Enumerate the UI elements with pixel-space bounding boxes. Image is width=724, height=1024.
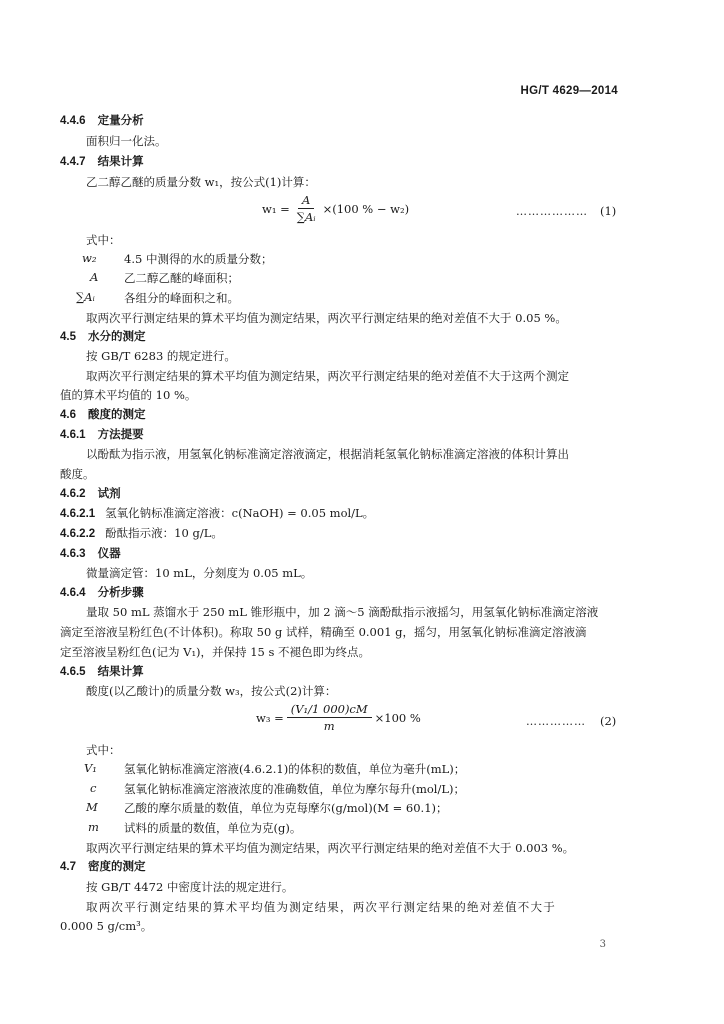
fraction-numerator: A: [298, 193, 314, 209]
section-number: 4.6.2.2: [60, 528, 96, 540]
paragraph-continued: 值的算术平均值的 10 %。: [60, 388, 197, 402]
paragraph: 取两次平行测定结果的算术平均值为测定结果，两次平行测定结果的绝对差值不大于: [86, 900, 556, 914]
paragraph: 取两次平行测定结果的算术平均值为测定结果，两次平行测定结果的绝对差值不大于 0.003 %。: [86, 841, 575, 855]
section-number: 4.4.6: [60, 115, 86, 127]
fraction-denominator: ∑Aᵢ: [296, 210, 316, 224]
section-number: 4.6.2: [60, 488, 86, 500]
section-4-6-2-1: [60, 505, 374, 522]
section-4-7-heading: [60, 858, 146, 875]
formula-fraction: [293, 193, 320, 224]
formula-rhs: ×(100 % − w₂): [322, 201, 410, 216]
formula-rhs: ×100 %: [374, 710, 421, 725]
paragraph: 按 GB/T 4472 中密度计法的规定进行。: [86, 880, 294, 894]
section-number: 4.6.2.1: [60, 508, 96, 520]
section-4-6-heading: [60, 406, 146, 423]
paragraph-continued: 定至溶液呈粉红色(记为 V₁)，并保持 15 s 不褪色即为终点。: [60, 645, 371, 659]
paragraph: 微量滴定管：10 mL，分刻度为 0.05 mL。: [86, 566, 313, 580]
section-title: 水分的测定: [88, 329, 146, 343]
formula-1-intro: 乙二醇乙醚的质量分数 w₁，按公式(1)计算：: [86, 175, 316, 189]
variable-symbol: c: [90, 781, 97, 795]
formula-2-intro: 酸度(以乙酸计)的质量分数 w₃，按公式(2)计算：: [86, 684, 337, 698]
section-4-6-3-heading: [60, 545, 121, 562]
section-4-6-2-heading: [60, 485, 121, 502]
paragraph: 量取 50 mL 蒸馏水于 250 mL 锥形瓶中，加 2 滴～5 滴酚酞指示液摇匀，用氢氧化钠标准滴定溶液: [86, 605, 599, 619]
variable-symbol: M: [86, 800, 98, 814]
section-4-4-6-heading: [60, 112, 144, 129]
leader-dots: ………………: [516, 205, 588, 218]
paragraph: 取两次平行测定结果的算术平均值为测定结果，两次平行测定结果的绝对差值不大于 0.05 %。: [86, 311, 567, 325]
section-title: 结果计算: [97, 154, 144, 168]
section-number: 4.4.7: [60, 156, 86, 168]
variable-description: 乙二醇乙醚的峰面积；: [124, 271, 239, 285]
fraction-denominator: m: [323, 719, 335, 733]
section-number: 4.6: [60, 409, 76, 421]
formula-lhs: w₁ =: [262, 201, 290, 216]
paragraph-continued: 酸度。: [60, 467, 95, 481]
paragraph: 以酚酞为指示液，用氢氧化钠标准滴定溶液滴定，根据消耗氢氧化钠标准滴定溶液的体积计算出: [86, 447, 569, 461]
section-title: 方法提要: [97, 427, 144, 441]
section-title: 分析步骤: [97, 585, 144, 599]
paragraph: 取两次平行测定结果的算术平均值为测定结果，两次平行测定结果的绝对差值不大于这两个测定: [86, 369, 569, 383]
section-4-5-heading: [60, 328, 146, 345]
section-4-6-4-heading: [60, 584, 144, 601]
fraction-numerator: (V₁/1 000)cM: [287, 702, 372, 718]
variable-description: 乙酸的摩尔质量的数值，单位为克每摩尔(g/mol)(M = 60.1)；: [124, 801, 448, 815]
section-4-4-6-text: 面积归一化法。: [86, 134, 167, 148]
formula-lhs: w₃ =: [256, 710, 284, 725]
variable-description: 试料的质量的数值，单位为克(g)。: [124, 821, 302, 835]
section-4-6-2-2: [60, 525, 223, 542]
section-number: 4.5: [60, 331, 76, 343]
where-label: 式中：: [86, 743, 121, 757]
where-label: 式中：: [86, 233, 121, 247]
section-text: 酚酞指示液：10 g/L。: [105, 526, 223, 540]
variable-description: 氢氧化钠标准滴定溶液(4.6.2.1)的体积的数值，单位为毫升(mL)；: [124, 762, 466, 776]
paragraph: 按 GB/T 6283 的规定进行。: [86, 349, 236, 363]
variable-symbol: m: [88, 820, 99, 834]
section-4-4-7-heading: [60, 153, 144, 170]
section-4-6-1-heading: [60, 426, 144, 443]
formula-1: [262, 193, 409, 224]
paragraph-continued: 滴定至溶液呈粉红色(不计体积)。称取 50 g 试样，精确至 0.001 g，摇匀，用氢氧化钠标准滴定溶液滴: [60, 625, 587, 639]
formula-fraction: [287, 702, 372, 733]
section-title: 酸度的测定: [88, 407, 146, 421]
variable-symbol: w₂: [82, 251, 97, 265]
section-number: 4.7: [60, 861, 76, 873]
paragraph-continued: 0.000 5 g/cm³。: [60, 919, 153, 933]
leader-dots: ……………: [526, 715, 586, 728]
section-number: 4.6.5: [60, 666, 86, 678]
equation-number: (1): [600, 204, 617, 218]
variable-description: 氢氧化钠标准滴定溶液浓度的准确数值，单位为摩尔每升(mol/L)；: [124, 782, 465, 796]
section-title: 定量分析: [97, 113, 144, 127]
variable-symbol: V₁: [84, 761, 97, 775]
equation-number: (2): [600, 714, 617, 728]
section-title: 密度的测定: [88, 859, 146, 873]
page-number: 3: [599, 939, 606, 950]
variable-description: 各组分的峰面积之和。: [124, 291, 239, 305]
formula-2: [256, 702, 421, 733]
standard-code: HG/T 4629—2014: [520, 85, 618, 97]
variable-symbol: ∑Aᵢ: [76, 290, 95, 304]
section-text: 氢氧化钠标准滴定溶液：c(NaOH) = 0.05 mol/L。: [105, 506, 375, 520]
variable-symbol: A: [90, 270, 99, 284]
section-number: 4.6.1: [60, 429, 86, 441]
section-title: 结果计算: [97, 664, 144, 678]
variable-description: 4.5 中测得的水的质量分数；: [124, 252, 273, 266]
section-number: 4.6.3: [60, 548, 86, 560]
section-4-6-5-heading: [60, 663, 144, 680]
section-number: 4.6.4: [60, 587, 86, 599]
section-title: 试剂: [97, 486, 121, 500]
section-title: 仪器: [97, 546, 121, 560]
